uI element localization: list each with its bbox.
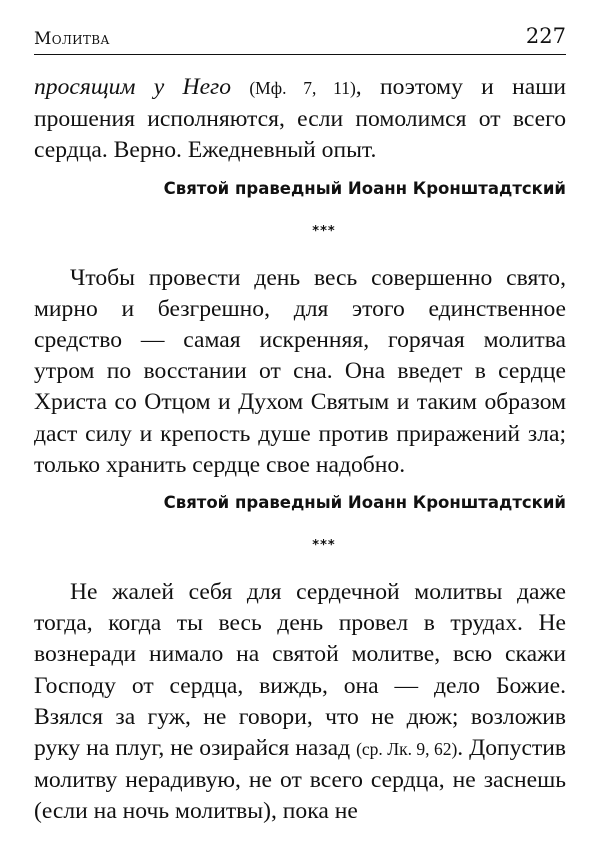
- paragraph-1: [34, 72, 566, 167]
- attribution-2: Святой праведный Иоанн Кронштадтский: [163, 493, 566, 513]
- page-number: 227: [525, 24, 566, 48]
- scripture-reference: (ср. Лк. 9, 62): [356, 739, 458, 760]
- paragraph-text: , поэтому и наши прошения исполняются, если помолимся от всего сердца. Верно. Ежедневный опыт.: [34, 74, 566, 164]
- paragraph-text-continued: . Допустив молитву нерадивую, не от всего сердца, не заснешь (если на ночь молитвы), пока не: [34, 735, 566, 825]
- attribution-1: Святой праведный Иоанн Кронштадтский: [163, 178, 566, 198]
- asterism-separator-2: ***: [312, 538, 336, 554]
- asterism-separator-1: ***: [312, 223, 336, 239]
- book-page: [34, 22, 566, 828]
- running-header: [34, 22, 566, 55]
- paragraph-3: [34, 577, 566, 828]
- paragraph-text: Не жалей себя для сердечной молитвы даже тогда, когда ты весь день провел в трудах. Не вознеради нимало на святой молитве, всю скажи Господу от сердца, виждь, она — дело Божие. Взялся за гуж, не говори, что не дюж; возложив руку на плуг, не озирайся назад: [34, 579, 566, 762]
- paragraph-2: [34, 263, 566, 481]
- scripture-reference: (Мф. 7, 11): [249, 78, 356, 98]
- paragraph-text: Чтобы провести день весь совершенно свято, мирно и безгрешно, для этого единственное средство — самая искренняя, горячая молитва утром по восстании от сна. Она введет в сердце Христа со Отцом и Духом Святым и таким образом даст силу и крепость душе против приражений зла; только хранить сердце свое надобно.: [34, 264, 566, 478]
- page-body: [34, 72, 566, 828]
- section-title: Молитва: [34, 29, 110, 49]
- italic-quote: просящим у Него: [34, 74, 232, 100]
